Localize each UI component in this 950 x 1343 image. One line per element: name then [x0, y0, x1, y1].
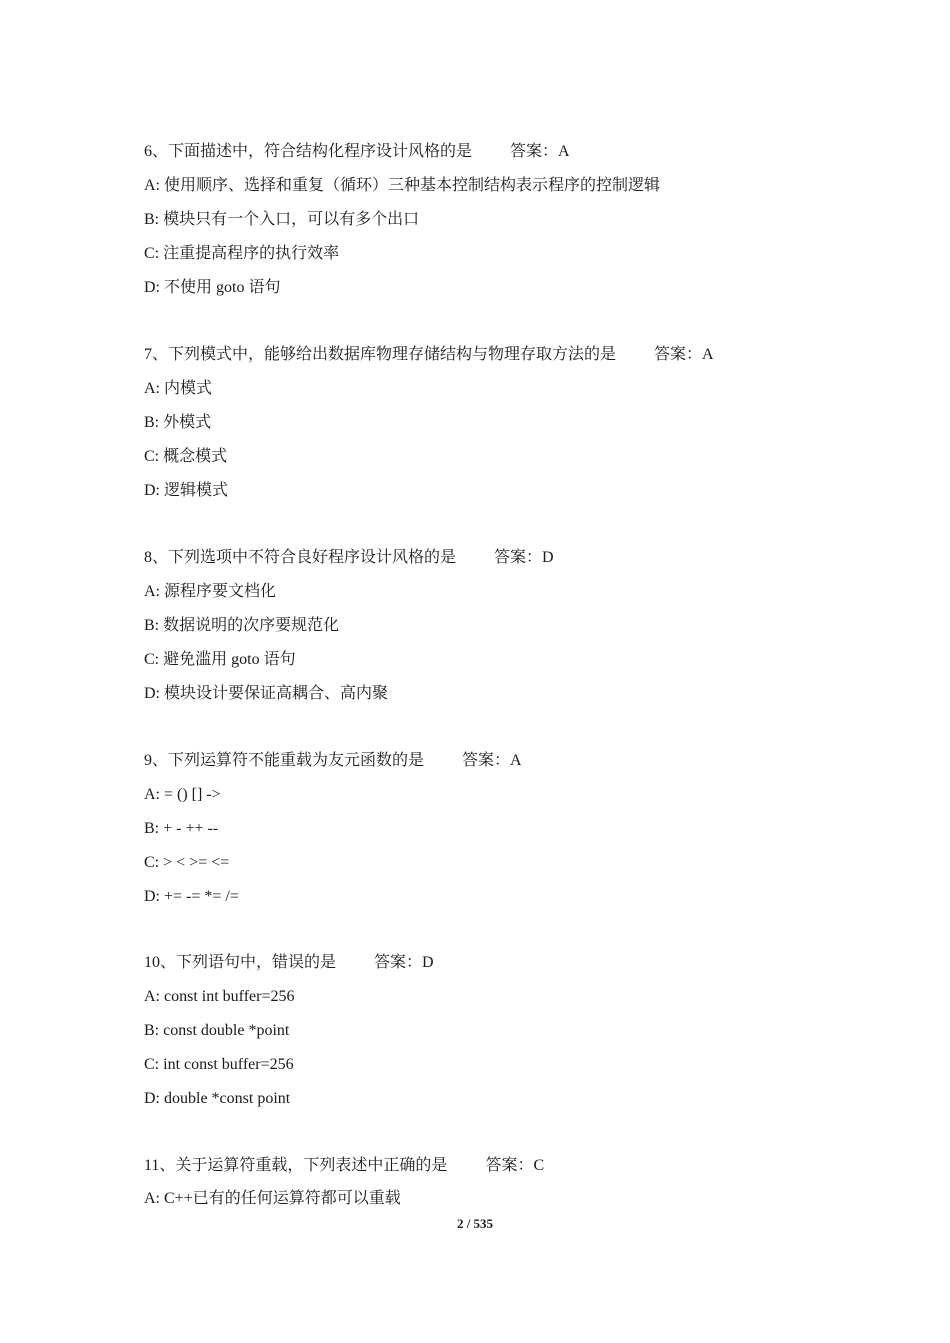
option-b: B: 模块只有一个入口，可以有多个出口	[144, 211, 420, 228]
option-d: D: 逻辑模式	[144, 482, 229, 499]
option-d: D: 不使用 goto 语句	[144, 279, 281, 296]
option-d: D: 模块设计要保证高耦合、高内聚	[144, 685, 389, 702]
question-number: 7、	[144, 346, 169, 363]
option-c: C: > < >= <=	[144, 854, 230, 871]
question-number: 10、	[144, 954, 177, 971]
option-b: B: 外模式	[144, 414, 212, 431]
answer-label: 答案：D	[374, 954, 434, 971]
option-b: B: 数据说明的次序要规范化	[144, 617, 340, 634]
option-a: A: 源程序要文档化	[144, 583, 277, 600]
option-a: A: C++已有的任何运算符都可以重载	[144, 1190, 401, 1207]
question-number: 8、	[144, 549, 169, 566]
question-text: 下列模式中，能够给出数据库物理存储结构与物理存取方法的是	[168, 346, 617, 363]
option-c: C: 避免滥用 goto 语句	[144, 651, 296, 668]
question-text: 下列运算符不能重载为友元函数的是	[168, 752, 425, 769]
answer-label: 答案：A	[462, 752, 522, 769]
option-a: A: = () [] ->	[144, 786, 221, 803]
option-d: D: double *const point	[144, 1090, 291, 1107]
option-d: D: += -= *= /=	[144, 888, 239, 905]
question-number: 6、	[144, 143, 169, 160]
option-c: C: 概念模式	[144, 448, 228, 465]
question-7	[144, 345, 714, 365]
question-text: 关于运算符重载，下列表述中正确的是	[175, 1157, 448, 1174]
option-a: A: const int buffer=256	[144, 988, 295, 1005]
answer-label: 答案：A	[654, 346, 714, 363]
question-number: 9、	[144, 752, 169, 769]
option-c: C: int const buffer=256	[144, 1056, 294, 1073]
question-8	[144, 548, 554, 568]
answer-label: 答案：A	[510, 143, 570, 160]
question-9	[144, 751, 522, 771]
question-11	[144, 1156, 544, 1176]
answer-label: 答案：D	[494, 549, 554, 566]
question-text: 下列语句中，错误的是	[176, 954, 337, 971]
option-b: B: const double *point	[144, 1022, 290, 1039]
answer-label: 答案：C	[485, 1157, 545, 1174]
question-number: 11、	[144, 1157, 176, 1174]
question-text: 下列选项中不符合良好程序设计风格的是	[168, 549, 457, 566]
page-indicator: 2 / 535	[456, 1216, 494, 1231]
question-text: 下面描述中，符合结构化程序设计风格的是	[168, 143, 473, 160]
question-6	[144, 142, 570, 162]
question-10	[144, 953, 434, 973]
option-a: A: 内模式	[144, 380, 213, 397]
option-a: A: 使用顺序、选择和重复（循环）三种基本控制结构表示程序的控制逻辑	[144, 177, 661, 194]
option-c: C: 注重提高程序的执行效率	[144, 245, 340, 262]
option-b: B: + - ++ --	[144, 820, 219, 837]
